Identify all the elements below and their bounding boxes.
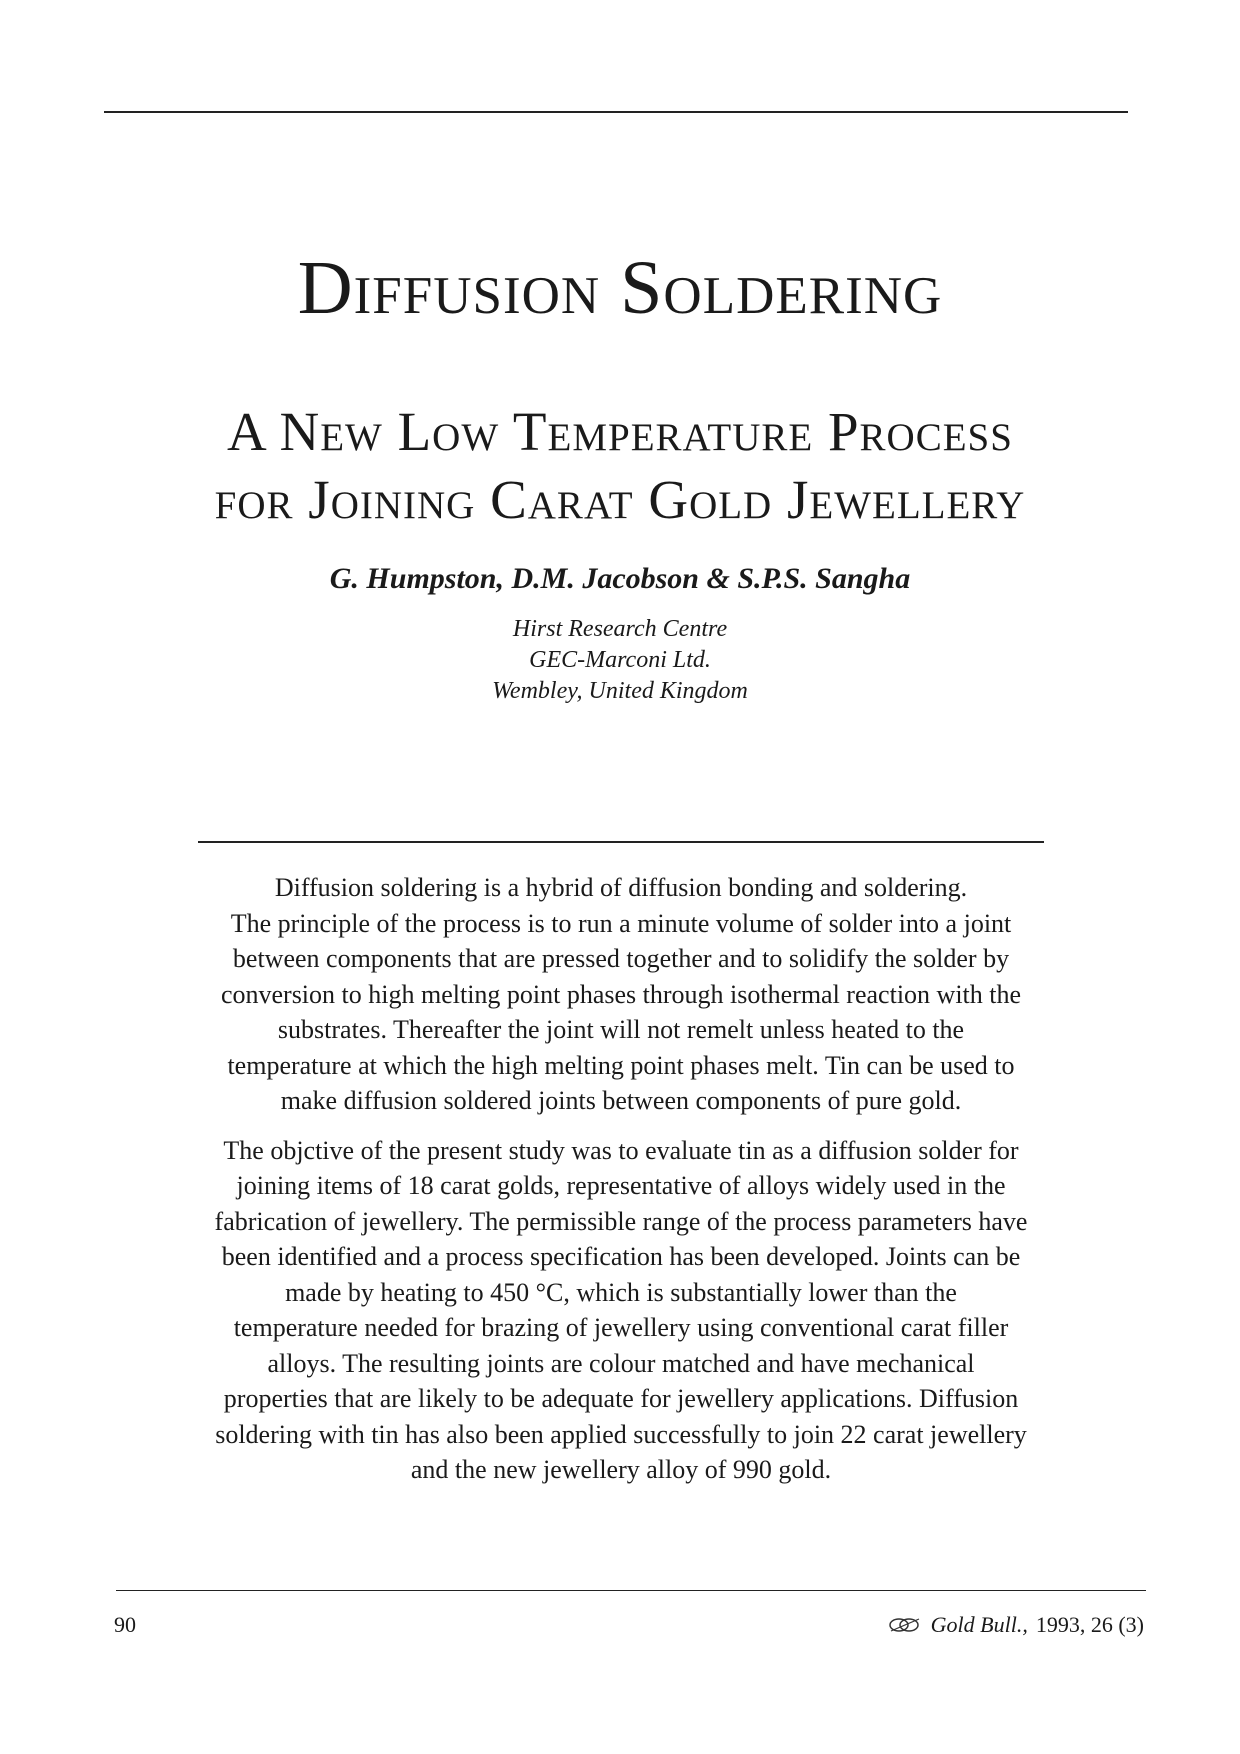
journal-citation — [887, 1612, 1144, 1638]
abstract-line: joining items of 18 carat golds, representative of alloys widely used in the — [236, 1171, 1006, 1200]
abstract-paragraph-1 — [196, 870, 1046, 1119]
abstract-line: The objctive of the present study was to evaluate tin as a diffusion solder for — [223, 1135, 1019, 1165]
abstract-line: made by heating to 450 °C, which is substantially lower than the — [285, 1277, 957, 1307]
abstract-line: soldering with tin has also been applied successfully to join 22 carat jewellery — [215, 1419, 1027, 1449]
subtitle-line-2: for Joining Carat Gold Jewellery — [214, 469, 1026, 530]
affiliation-line-2: GEC-Marconi Ltd. — [529, 647, 711, 673]
abstract-paragraph-2 — [196, 1133, 1046, 1488]
abstract-line: been identified and a process specification has been developed. Joints can be — [221, 1242, 1021, 1271]
abstract-line: Diffusion soldering is a hybrid of diffusion bonding and soldering. — [274, 873, 968, 902]
abstract-line: alloys. The resulting joints are colour matched and have mechanical — [267, 1348, 975, 1378]
article-subtitle — [0, 398, 1240, 534]
abstract-line: make diffusion soldered joints between components of pure gold. — [280, 1086, 962, 1115]
abstract-line: fabrication of jewellery. The permissible range of the process parameters have — [214, 1206, 1028, 1236]
authors: G. Humpston, D.M. Jacobson & S.P.S. Sangha — [329, 562, 911, 595]
article-title: Diffusion Soldering — [297, 246, 943, 330]
abstract-line: conversion to high melting point phases through isothermal reaction with the — [220, 979, 1022, 1009]
footer-rule — [116, 1590, 1146, 1591]
abstract — [196, 870, 1046, 1488]
abstract-line: temperature at which the high melting point phases melt. Tin can be used to — [227, 1050, 1015, 1080]
abstract-line: The principle of the process is to run a minute volume of solder into a joint — [230, 908, 1012, 938]
abstract-line: properties that are likely to be adequate for jewellery applications. Diffusion — [223, 1384, 1019, 1413]
abstract-line: temperature needed for brazing of jewellery using conventional carat filler — [233, 1313, 1009, 1342]
affiliation-line-1: Hirst Research Centre — [512, 616, 728, 642]
gold-bulletin-logo-icon — [887, 1615, 923, 1635]
page-number: 90 — [114, 1612, 136, 1637]
abstract-line: and the new jewellery alloy of 990 gold. — [410, 1455, 832, 1484]
journal-name: Gold Bull., — [930, 1612, 1028, 1637]
top-rule — [104, 111, 1128, 113]
abstract-rule — [198, 841, 1044, 843]
subtitle-line-1: A New Low Temperature Process — [227, 401, 1013, 462]
affiliation-line-3: Wembley, United Kingdom — [492, 678, 748, 704]
abstract-line: substrates. Thereafter the joint will not remelt unless heated to the — [277, 1015, 965, 1044]
journal-volume: 1993, 26 (3) — [1035, 1612, 1144, 1637]
abstract-line: between components that are pressed together and to solidify the solder by — [232, 944, 1010, 973]
affiliation — [0, 614, 1240, 707]
